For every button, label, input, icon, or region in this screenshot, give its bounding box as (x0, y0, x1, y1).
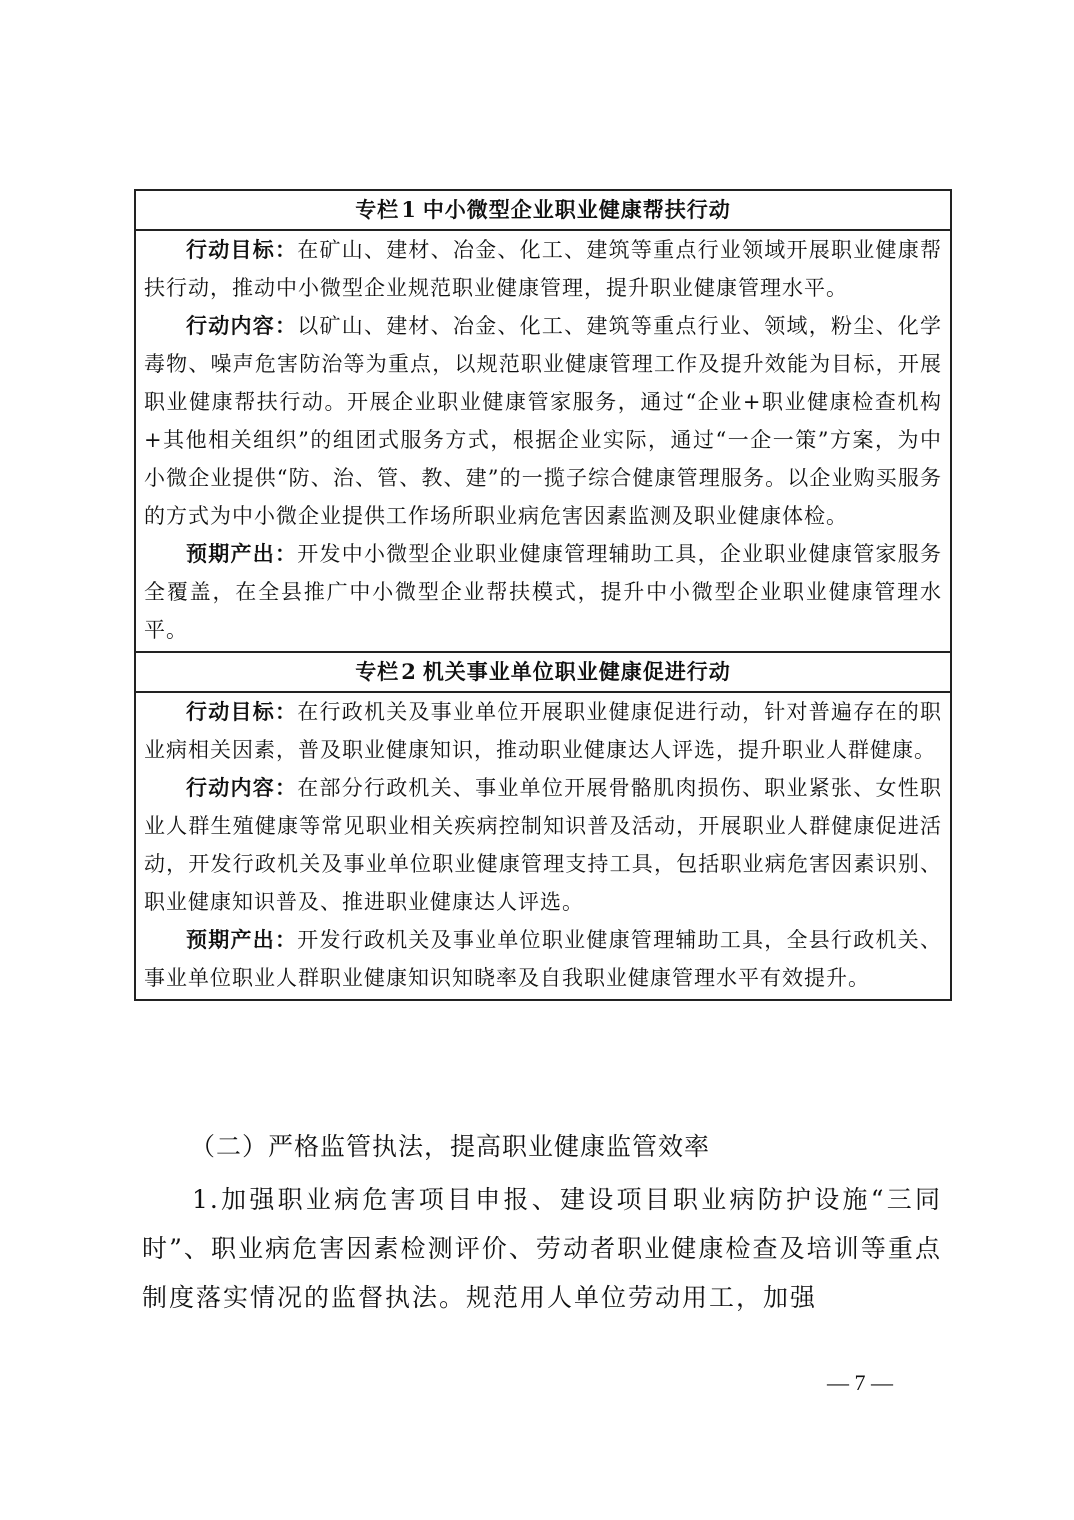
box-2-output-paragraph (136, 921, 950, 997)
box-2-title-prefix: 专栏 (355, 659, 400, 684)
feature-box-2 (136, 651, 950, 999)
box-1-goal-label: 行动目标： (186, 237, 298, 262)
box-1-goal-text: 在矿山、建材、冶金、化工、建筑等重点行业领域开展职业健康帮扶行动，推动中小微型企业规范职业健康管理，提升职业健康管理水平。 (144, 238, 943, 300)
box-1-content-text: 以矿山、建材、冶金、化工、建筑等重点行业、领域，粉尘、化学毒物、噪声危害防治等为重点，以规范职业健康管理工作及提升效能为目标，开展职业健康帮扶行动。开展企业职业健康管家服务，通过“企业+职业健康检查机构+其他相关组织”的组团式服务方式，根据企业实际，通过“一企一策”方案，为中小微企业提供“防、治、管、教、建”的一揽子综合健康管理服务。以企业购买服务的方式为中小微企业提供工作场所职业病危害因素监测及职业健康体检。 (144, 314, 943, 528)
page-number: — 7 — (827, 1370, 893, 1395)
box-1-output-label: 预期产出： (186, 541, 298, 566)
box-2-goal-text: 在行政机关及事业单位开展职业健康促进行动，针对普遍存在的职业病相关因素，普及职业健康知识，推动职业健康达人评选，提升职业人群健康。 (144, 700, 943, 762)
body-paragraph: 1.加强职业病危害项目申报、建设项目职业病防护设施“三同时”、职业病危害因素检测评价、劳动者职业健康检查及培训等重点制度落实情况的监督执法。规范用人单位劳动用工，加强 (142, 1185, 942, 1312)
box-2-content-label: 行动内容： (186, 775, 298, 800)
feature-box-2-body (136, 693, 950, 999)
box-1-goal-paragraph (136, 231, 950, 307)
box-2-goal-paragraph (136, 693, 950, 769)
box-2-output-label: 预期产出： (186, 927, 298, 952)
box-1-title-prefix: 专栏 (355, 197, 400, 222)
box-2-title-number: 2 (401, 659, 417, 684)
box-1-title-number: 1 (401, 197, 417, 222)
box-2-goal-label: 行动目标： (186, 699, 298, 724)
box-1-output-paragraph (136, 535, 950, 649)
feature-box-1 (136, 191, 950, 651)
feature-boxes (134, 189, 952, 1001)
feature-box-1-title (136, 191, 950, 231)
box-2-content-text: 在部分行政机关、事业单位开展骨骼肌肉损伤、职业紧张、女性职业人群生殖健康等常见职业相关疾病控制知识普及活动，开展职业人群健康促进活动，开发行政机关及事业单位职业健康管理支持工具，包括职业病危害因素识别、职业健康知识普及、推进职业健康达人评选。 (144, 776, 943, 914)
feature-box-2-title (136, 653, 950, 693)
box-1-content-paragraph (136, 307, 950, 535)
feature-box-1-body (136, 231, 950, 651)
section-heading: （二）严格监管执法，提高职业健康监管效率 (190, 1132, 711, 1161)
box-1-output-text: 开发中小微型企业职业健康管理辅助工具，企业职业健康管家服务全覆盖，在全县推广中小微型企业帮扶模式，提升中小微型企业职业健康管理水平。 (144, 542, 943, 642)
box-2-title-text: 机关事业单位职业健康促进行动 (422, 659, 731, 684)
box-1-content-label: 行动内容： (186, 313, 298, 338)
box-2-output-text: 开发行政机关及事业单位职业健康管理辅助工具，全县行政机关、事业单位职业人群职业健康知识知晓率及自我职业健康管理水平有效提升。 (144, 928, 943, 990)
box-2-content-paragraph (136, 769, 950, 921)
box-1-title-text: 中小微型企业职业健康帮扶行动 (422, 197, 731, 222)
